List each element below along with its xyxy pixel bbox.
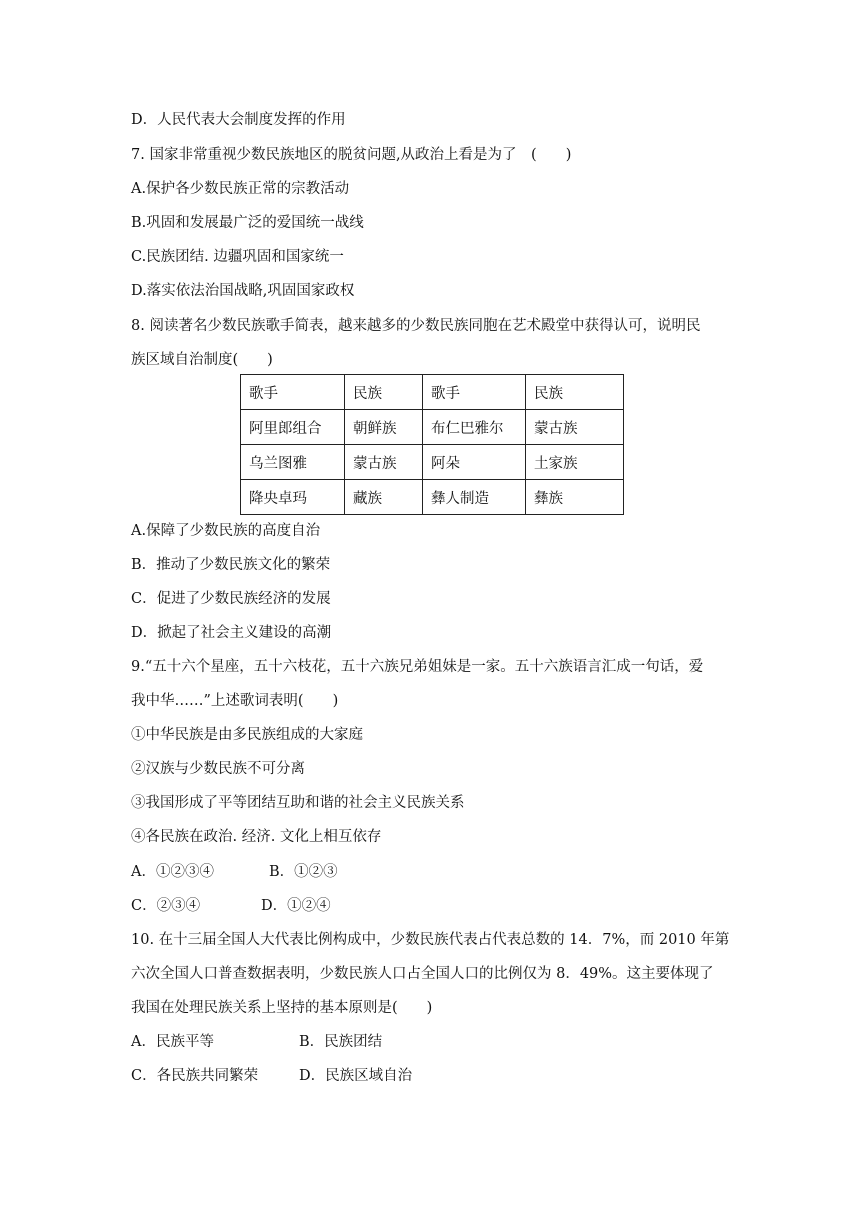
table-header-cell: 民族 [345, 375, 423, 410]
question-10-option-a: A．民族平等 [131, 1034, 214, 1050]
table-cell: 降央卓玛 [241, 480, 345, 515]
question-10-option-c: C．各民族共同繁荣 [131, 1068, 259, 1084]
table-cell: 朝鲜族 [345, 410, 423, 445]
table-header-cell: 民族 [526, 375, 624, 410]
question-10-stem-line3: 我国在处理民族关系上坚持的基本原则是( ) [131, 1000, 433, 1016]
table-cell: 乌兰图雅 [241, 445, 345, 480]
question-7-option-c: C.民族团结. 边疆巩固和国家统一 [131, 249, 344, 265]
table-row [241, 445, 624, 480]
question-10-options-row1 [131, 1032, 382, 1052]
table-cell: 彝族 [526, 480, 624, 515]
question-7-option-b: B.巩固和发展最广泛的爱国统一战线 [131, 215, 364, 231]
question-7-option-d: D.落实依法治国战略,巩固国家政权 [131, 283, 355, 299]
table-header-row [241, 375, 624, 410]
question-9-option-c: C．②③④ [131, 898, 201, 914]
singer-table [240, 374, 624, 515]
question-9-options-row2 [131, 896, 331, 916]
question-10-option-b: B．民族团结 [299, 1034, 383, 1050]
question-10-stem-line2: 六次全国人口普查数据表明，少数民族人口占全国人口的比例仅为 8．49%。这主要体现了 [131, 966, 714, 982]
question-8-option-d: D．掀起了社会主义建设的高潮 [131, 625, 332, 641]
question-8-option-b: B．推动了少数民族文化的繁荣 [131, 557, 331, 573]
table-row [241, 480, 624, 515]
table-header-cell: 歌手 [423, 375, 526, 410]
table-cell: 藏族 [345, 480, 423, 515]
table-row [241, 410, 624, 445]
question-10-options-row2 [131, 1066, 412, 1086]
question-9-statement-1: ①中华民族是由多民族组成的大家庭 [131, 727, 363, 743]
question-8-option-c: C．促进了少数民族经济的发展 [131, 591, 331, 607]
question-9-option-a: A．①②③④ [131, 864, 214, 880]
question-9-statement-2: ②汉族与少数民族不可分离 [131, 761, 305, 777]
question-9-option-d: D．①②④ [261, 898, 331, 914]
table-cell: 蒙古族 [345, 445, 423, 480]
question-10-option-d: D．民族区域自治 [299, 1068, 413, 1084]
table-cell: 土家族 [526, 445, 624, 480]
question-9-stem-line2: 我中华……”上述歌词表明( ) [131, 693, 339, 709]
question-8-option-a: A.保障了少数民族的高度自治 [131, 523, 321, 539]
table-cell: 彝人制造 [423, 480, 526, 515]
question-9-statement-3: ③我国形成了平等团结互助和谐的社会主义民族关系 [131, 795, 465, 811]
question-6-option-d: D．人民代表大会制度发挥的作用 [131, 112, 346, 128]
question-9-options-row1 [131, 862, 338, 882]
question-9-stem-line1: 9.“五十六个星座，五十六枝花，五十六族兄弟姐妹是一家。五十六族语言汇成一句话，爱 [131, 659, 704, 675]
question-10-stem-line1: 10. 在十三届全国人大代表比例构成中，少数民族代表占代表总数的 14．7%，而 2010 年第 [131, 932, 730, 948]
table-cell: 阿里郎组合 [241, 410, 345, 445]
question-8-stem-line2: 族区域自治制度( ) [131, 352, 273, 368]
table-cell: 蒙古族 [526, 410, 624, 445]
table-cell: 阿朵 [423, 445, 526, 480]
question-7-option-a: A.保护各少数民族正常的宗教活动 [131, 181, 350, 197]
table-header-cell: 歌手 [241, 375, 345, 410]
question-7-stem: 7. 国家非常重视少数民族地区的脱贫问题,从政治上看是为了 ( ) [131, 147, 572, 163]
question-8-stem-line1: 8. 阅读著名少数民族歌手简表，越来越多的少数民族同胞在艺术殿堂中获得认可，说明民 [131, 318, 701, 334]
question-9-statement-4: ④各民族在政治. 经济. 文化上相互依存 [131, 829, 382, 845]
table-cell: 布仁巴雅尔 [423, 410, 526, 445]
question-9-option-b: B．①②③ [269, 864, 338, 880]
